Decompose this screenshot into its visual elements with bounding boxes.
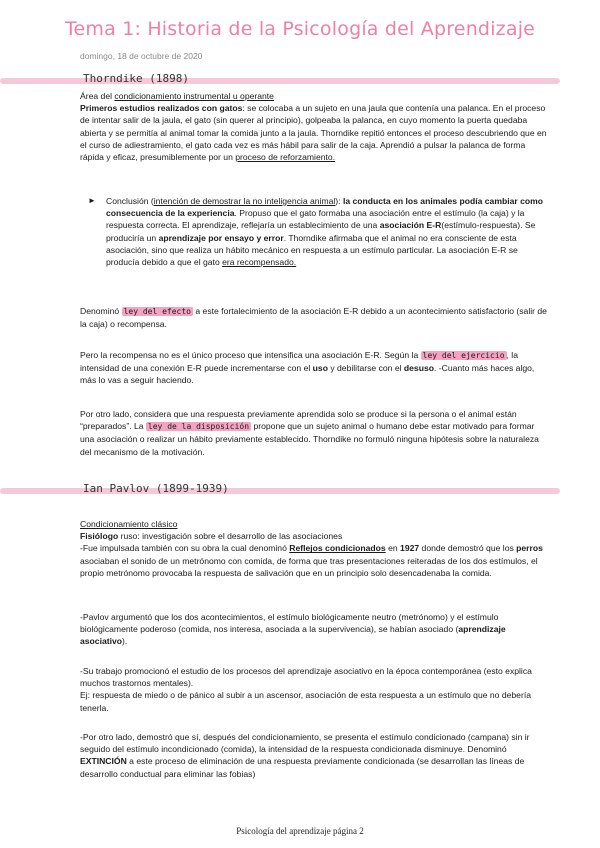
thorndike-intro bbox=[80, 90, 548, 163]
page-footer: Psicología del aprendizaje página 2 bbox=[236, 826, 364, 836]
text-span: Pero la recompensa no es el único proceso que intensifica una asociación E-R. Según la bbox=[80, 350, 421, 360]
section-header-pavlov bbox=[0, 482, 600, 502]
text-span: -Pavlov argumentó que los dos acontecimientos, el estímulo biológicamente neutro (metrónomo) y el estímulo biológicamente poderoso (comida, nos interesa, asociada a la supervivencia), se habían asociado ( bbox=[80, 612, 499, 635]
bold-term: Reflejos condicionados bbox=[289, 543, 386, 554]
highlighted-term: ley del efecto bbox=[123, 307, 191, 316]
underlined-term: intención de demostrar la no inteligencia animal bbox=[153, 196, 336, 206]
text-span: propone que un sujeto animal o humano debe estar motivado para formar una asociación o realizar un hábito previamente establecido. Thorndike no formuló ninguna hipótesis sobre la naturaleza del mecanismo de la motivación. bbox=[80, 421, 539, 457]
bold-term: Primeros estudios realizados con gatos bbox=[80, 103, 243, 114]
bold-term: aprendizaje por ensayo y error bbox=[158, 232, 284, 243]
underlined-term: proceso de reforzamiento. bbox=[235, 152, 336, 163]
text-span: Denominó bbox=[80, 306, 122, 316]
pavlov-intro bbox=[80, 518, 548, 579]
text-span: ruso: investigación sobre el desarrollo de las asociaciones bbox=[118, 531, 343, 542]
text-span: Área del bbox=[80, 91, 115, 101]
highlighted-term: ley de la disposición bbox=[147, 422, 250, 432]
bullet-arrow-icon: ► bbox=[88, 196, 96, 205]
ley-disposicion-paragraph bbox=[80, 408, 548, 458]
underlined-term: condicionamiento instrumental u operante bbox=[114, 91, 274, 101]
subheading: Condicionamiento clásico bbox=[80, 519, 178, 529]
ley-efecto-paragraph bbox=[80, 305, 548, 330]
bold-term: desuso bbox=[403, 363, 434, 374]
bold-term: perros bbox=[516, 543, 543, 554]
bold-term: aprendizaje asociativo bbox=[80, 624, 506, 647]
text-span: Ej: respuesta de miedo o de pánico al subir a un ascensor, asociación de esta respuesta a un estímulo que no debería tenerla. bbox=[80, 690, 531, 713]
bold-term: la conducta en los animales podía cambiar como consecuencia de la experiencia bbox=[106, 196, 544, 219]
section-heading: Ian Pavlov (1899-1939) bbox=[83, 482, 229, 495]
page-title: Tema 1: Historia de la Psicología del Aprendizaje bbox=[64, 18, 536, 40]
text-span: -Su trabajo promocionó el estudio de los procesos del aprendizaje asociativo en la época contemporánea (esto explica muchos trastornos mentales). bbox=[80, 666, 532, 689]
pavlov-paragraph-3 bbox=[80, 665, 548, 714]
text-span: . Propuso que el gato formaba una asociación entre el estímulo (la caja) y la respuesta correcta. El aprendizaje, reflejaría un establecimiento de una bbox=[106, 208, 525, 231]
bold-term: asociación E-R bbox=[379, 220, 442, 231]
text-span: donde demostró que los bbox=[419, 543, 517, 554]
text-span: y debilitarse con el bbox=[327, 363, 404, 374]
section-header-thorndike bbox=[0, 72, 600, 92]
text-span: (estímulo-respuesta). Se produciría un bbox=[106, 220, 536, 243]
text-span: asociaban el sonido de un metrónomo con comida, de forma que tras presentaciones reiteradas de los dos estímulos, el propio metrónomo provocaba la respuesta de salivación que en un principio solo desencadenaba la comida. bbox=[80, 555, 538, 578]
text-span: en bbox=[385, 543, 401, 554]
bold-term: 1927 bbox=[400, 543, 420, 554]
ley-ejercicio-paragraph bbox=[80, 349, 548, 387]
text-span: ): bbox=[335, 196, 343, 206]
pavlov-paragraph-2 bbox=[80, 611, 548, 648]
underlined-term: era recompensado. bbox=[222, 257, 297, 268]
text-span: : se colocaba a un sujeto en una jaula que contenía una palanca. En el proceso de intentar salir de la jaula, el gato (sin querer al principio), golpeaba la palanca, en cuyo momento la puerta quedaba abierta y se permitía al animal tomar la comida junto a la jaula. Thorndike repitió entonces el proceso descubriendo que en el curso de adiestramiento, el gato cada vez es más hábil para salir de la caja. Aprendió a pulsar la palanca de forma rápida y eficaz, presumiblemente por un bbox=[80, 103, 547, 163]
text-span: -Por otro lado, demostró que sí, después del condicionamiento, se presenta el estímulo condicionado (campana) sin ir seguido del estímulo incondicionado (comida), la intensidad de la respuesta condicionada disminuye. Denominó bbox=[80, 732, 530, 755]
text-span: a este fortalecimiento de la asociación E-R debido a un acontecimiento satisfactorio (salir de la caja) o recompensa. bbox=[80, 306, 547, 330]
pavlov-paragraph-4 bbox=[80, 731, 548, 780]
highlighted-term: ley del ejercicio bbox=[422, 351, 505, 360]
text-span: . Thorndike afirmaba que el animal no era consciente de esta asociación, sino que realiza un hábito mecánico en respuesta a un estímulo particular. La asociación E-R se producía debido a que el gato bbox=[106, 232, 518, 268]
text-span: Por otro lado, considera que una respuesta previamente aprendida solo se produce si la persona o el animal están “preparados”. La bbox=[80, 409, 517, 432]
bold-term: EXTINCIÓN bbox=[80, 756, 127, 767]
text-span: a este proceso de eliminación de una respuesta previamente condicionada (se desarrollan las líneas de desarrollo conductual para eliminar las fobias) bbox=[80, 756, 525, 779]
text-span: -Fue impulsada también con su obra la cual denominó bbox=[80, 543, 290, 554]
bold-term: Fisiólogo bbox=[80, 531, 119, 542]
thorndike-conclusion bbox=[106, 195, 548, 268]
text-span: , la intensidad de una conexión E-R puede incrementarse con el bbox=[80, 350, 518, 374]
text-span: . -Cuanto más haces algo, más lo vas a seguir haciendo. bbox=[80, 363, 535, 386]
bold-term: uso bbox=[312, 363, 328, 374]
page-date: domingo, 18 de octubre de 2020 bbox=[80, 51, 203, 61]
section-heading: Thorndike (1898) bbox=[83, 72, 189, 85]
text-span: ). bbox=[122, 636, 128, 647]
text-span: Conclusión ( bbox=[106, 196, 154, 206]
